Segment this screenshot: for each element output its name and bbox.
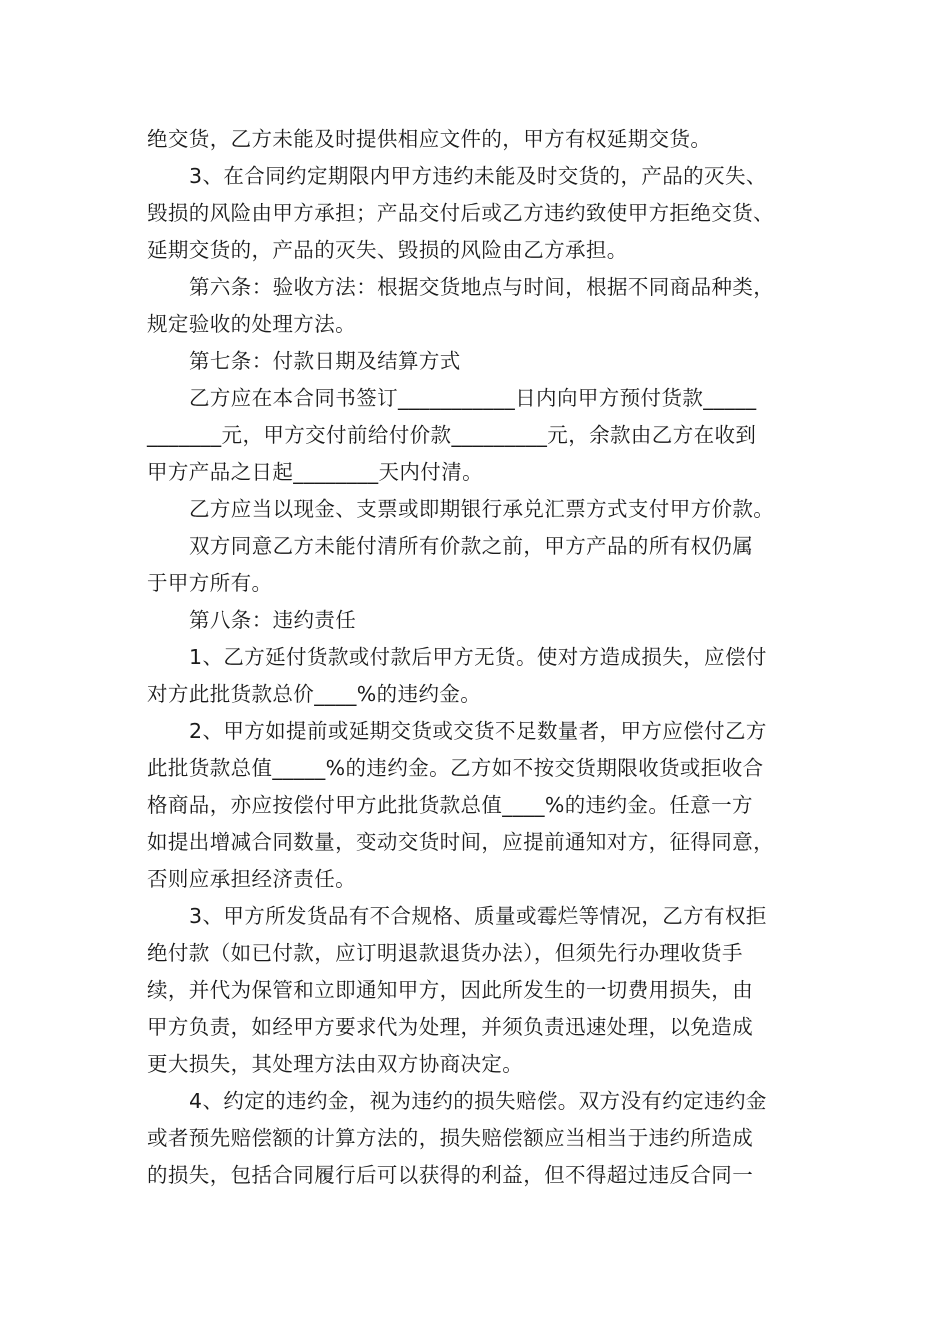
text-line: 延期交货的，产品的灭失、毁损的风险由乙方承担。: [147, 238, 628, 262]
text-line: _______元，甲方交付前给付价款_________元，余款由乙方在收到: [147, 423, 757, 447]
text-line: 3、甲方所发货品有不合规格、质量或霉烂等情况，乙方有权拒: [189, 904, 767, 928]
text-line: 或者预先赔偿额的计算方法的，损失赔偿额应当相当于违约所造成: [147, 1126, 754, 1150]
section-heading: 第七条：付款日期及结算方式: [189, 349, 461, 373]
text-line: 格商品，亦应按偿付甲方此批货款总值____%的违约金。任意一方: [147, 793, 753, 817]
text-line: 的损失，包括合同履行后可以获得的利益，但不得超过违反合同一: [147, 1163, 754, 1187]
contract-text-body: [147, 121, 807, 1194]
text-line: 乙方应当以现金、支票或即期银行承兑汇票方式支付甲方价款。: [189, 497, 775, 521]
text-line: 毁损的风险由甲方承担；产品交付后或乙方违约致使甲方拒绝交货、: [147, 201, 774, 225]
text-line: 甲方产品之日起________天内付清。: [147, 460, 483, 484]
text-line: 1、乙方延付货款或付款后甲方无货。使对方造成损失，应偿付: [189, 645, 767, 669]
text-line: 对方此批货款总价____%的违约金。: [147, 682, 482, 706]
text-line: 4、约定的违约金，视为违约的损失赔偿。双方没有约定违约金: [189, 1089, 767, 1113]
text-line: 3、在合同约定期限内甲方违约未能及时交货的，产品的灭失、: [189, 164, 767, 188]
text-line: 否则应承担经济责任。: [147, 867, 356, 891]
text-line: 此批货款总值_____%的违约金。乙方如不按交货期限收货或拒收合: [147, 756, 764, 780]
text-line: 甲方负责，如经甲方要求代为处理，并须负责迅速处理，以免造成: [147, 1015, 754, 1039]
text-line: 双方同意乙方未能付清所有价款之前，甲方产品的所有权仍属: [189, 534, 754, 558]
text-line: 续，并代为保管和立即通知甲方，因此所发生的一切费用损失，由: [147, 978, 754, 1002]
section-heading: 第八条：违约责任: [189, 608, 357, 632]
text-line: 更大损失，其处理方法由双方协商决定。: [147, 1052, 524, 1076]
text-line: 绝交货，乙方未能及时提供相应文件的，甲方有权延期交货。: [147, 127, 712, 151]
text-line: 绝付款（如已付款，应订明退款退货办法），但须先行办理收货手: [147, 941, 743, 965]
text-line: 规定验收的处理方法。: [147, 312, 356, 336]
text-line: 如提出增减合同数量，变动交货时间，应提前通知对方，征得同意，: [147, 830, 774, 854]
text-line: 乙方应在本合同书签订___________日内向甲方预付货款_____: [189, 386, 757, 410]
text-line: 第六条：验收方法：根据交货地点与时间，根据不同商品种类，: [189, 275, 775, 299]
text-line: 2、甲方如提前或延期交货或交货不足数量者，甲方应偿付乙方: [189, 719, 767, 743]
text-line: 于甲方所有。: [147, 571, 273, 595]
